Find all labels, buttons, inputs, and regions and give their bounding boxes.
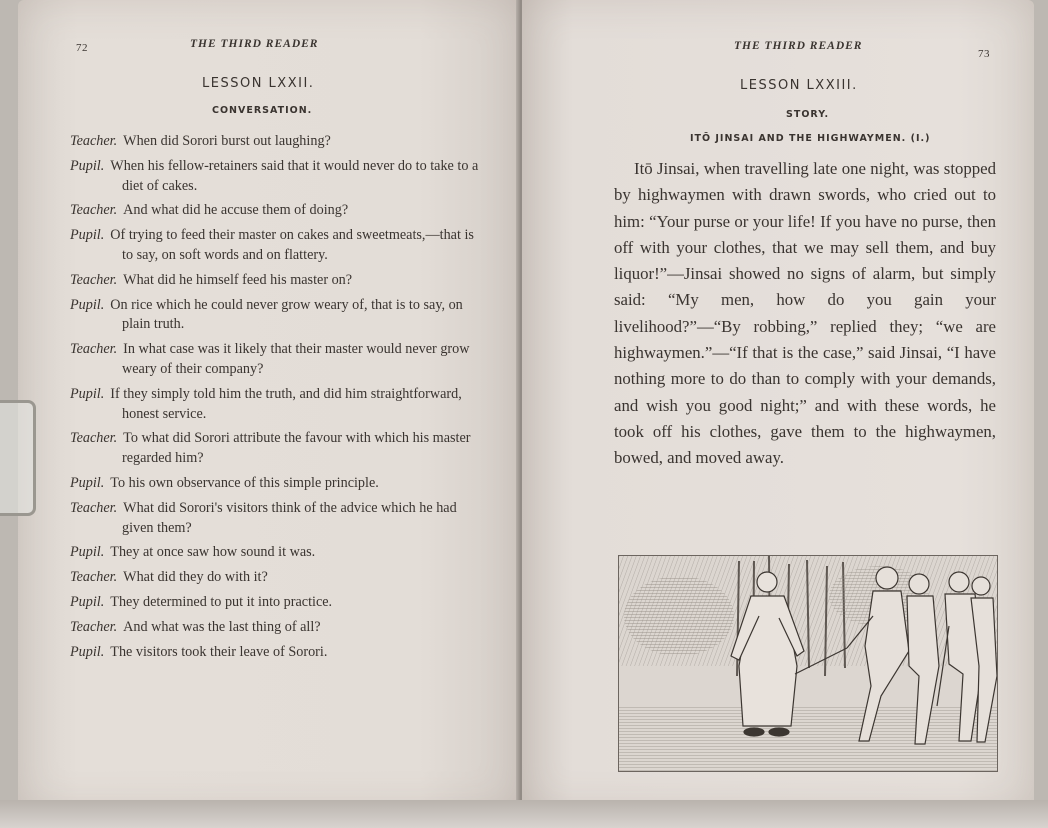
running-head: THE THIRD READER [734, 40, 863, 52]
dialogue-text: Of trying to feed their master on cakes and sweetmeats,—that is to say, on soft words and on flattery. [110, 227, 474, 263]
dialogue-text: When his fellow-retainers said that it would never do to take to a diet of cakes. [110, 157, 479, 194]
dialogue-text: In what case was it likely that their master would never grow weary of their company? [122, 341, 470, 377]
speaker-label: Pupil. [70, 593, 105, 610]
engraving-illustration [618, 555, 998, 772]
speaker-label: Teacher. [70, 133, 118, 149]
conversation [70, 132, 480, 667]
lesson-title: LESSON LXXII. [202, 76, 315, 91]
story-body [614, 156, 996, 472]
right-page [522, 0, 1034, 810]
dialogue-text: What did he himself feed his master on? [123, 271, 353, 288]
dialogue-text: What did Sorori's visitors think of the advice which he had given them? [122, 499, 457, 536]
story-heading: ITŌ JINSAI AND THE HIGHWAYMEN. (I.) [690, 133, 931, 144]
dialogue-text: And what did he accuse them of doing? [123, 202, 349, 219]
speaker-label: Teacher. [70, 202, 118, 219]
dialogue-text: To what did Sorori attribute the favour with which his master regarded him? [122, 430, 471, 467]
speaker-label: Pupil. [70, 544, 105, 561]
dialogue-line [70, 226, 480, 266]
speaker-label: Teacher. [70, 430, 118, 447]
dialogue-line [70, 385, 480, 425]
dialogue-line [70, 618, 480, 638]
lesson-title: LESSON LXXIII. [740, 78, 858, 93]
dialogue-text: If they simply told him the truth, and did him straightforward, honest service. [110, 385, 462, 422]
dialogue-line [70, 499, 480, 539]
lesson-subtitle: STORY. [786, 109, 830, 120]
dialogue-text: What did they do with it? [123, 569, 268, 586]
page-number: 72 [76, 42, 88, 54]
dialogue-text: They determined to put it into practice. [110, 593, 333, 610]
speaker-label: Pupil. [70, 296, 105, 313]
dialogue-line [70, 296, 480, 336]
story-paragraph: Itō Jinsai, when travelling late one night, was stopped by highwaymen with drawn swords, who cried out to him: “Your purse or your life! If you have no purse, then off with your clothes, that we may sell them, and buy liquor!”—Jinsai showed no signs of alarm, but simply said: “My men, how do you gain your livelihood?”—“By robbing,” replied they; “we are highwaymen.”—“If that is the case,” said Jinsai, “I have nothing more to do than to comply with your demands, and wish you good night;” and with these words, he took off his clothes, gave them to the highwaymen, bowed, and moved away. [614, 159, 996, 468]
lesson-subtitle: CONVERSATION. [212, 105, 313, 116]
page-clip [0, 400, 36, 516]
dialogue-line [70, 429, 480, 469]
dialogue-text: And what was the last thing of all? [123, 618, 321, 635]
speaker-label: Teacher. [70, 341, 118, 358]
speaker-label: Pupil. [70, 643, 105, 660]
dialogue-line [70, 643, 480, 663]
left-page [18, 0, 520, 810]
dialogue-text: On rice which he could never grow weary of, that is to say, on plain truth. [110, 296, 463, 333]
dialogue-line [70, 568, 480, 588]
running-head: THE THIRD READER [190, 38, 319, 50]
dialogue-line [70, 593, 480, 613]
dialogue-line [70, 132, 480, 152]
illustration-art [619, 556, 997, 771]
dialogue-text: They at once saw how sound it was. [110, 544, 316, 561]
dialogue-line [70, 340, 480, 380]
speaker-label: Teacher. [70, 499, 118, 516]
speaker-label: Teacher. [70, 271, 118, 288]
dialogue-line [70, 271, 480, 291]
speaker-label: Pupil. [70, 385, 105, 402]
dialogue-line [70, 157, 480, 197]
dialogue-text: The visitors took their leave of Sorori. [110, 643, 328, 660]
dialogue-line [70, 201, 480, 221]
dialogue-text: To his own observance of this simple principle. [110, 474, 379, 491]
speaker-label: Pupil. [70, 474, 105, 491]
page-number: 73 [978, 48, 990, 60]
speaker-label: Teacher. [70, 618, 118, 635]
dialogue-line [70, 474, 480, 494]
dialogue-line [70, 543, 480, 563]
speaker-label: Pupil. [70, 157, 105, 174]
speaker-label: Pupil. [70, 227, 105, 244]
dialogue-text: When did Sorori burst out laughing? [123, 133, 331, 149]
speaker-label: Teacher. [70, 569, 118, 586]
book-edge [0, 800, 1048, 828]
